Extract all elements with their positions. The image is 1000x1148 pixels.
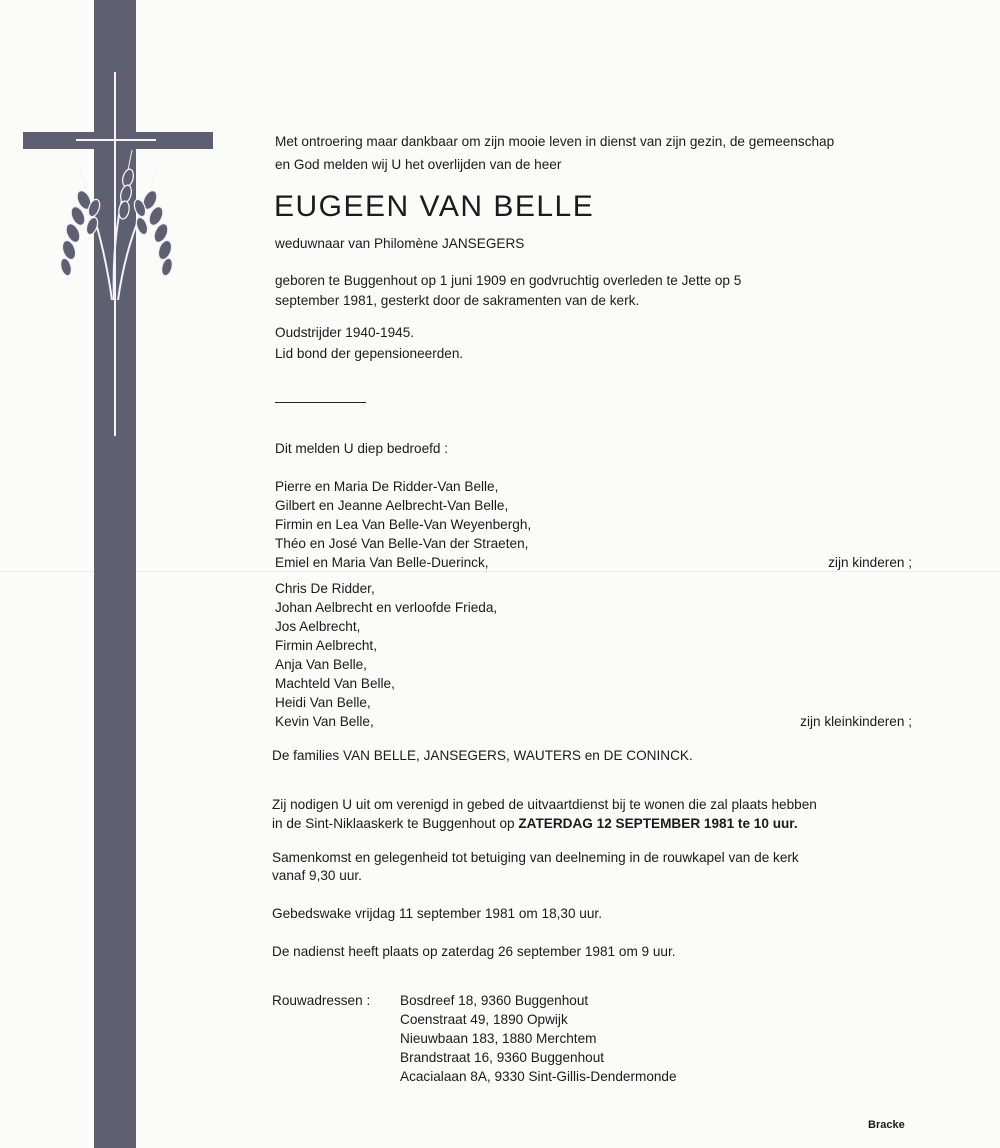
deceased-name: EUGEEN VAN BELLE xyxy=(274,190,595,223)
address-item: Nieuwbaan 183, 1880 Merchtem xyxy=(400,1031,597,1046)
gathering-line-1: Samenkomst en gelegenheid tot betuiging van deelneming in de rouwkapel van de kerk xyxy=(272,850,799,865)
addresses-label: Rouwadressen : xyxy=(272,993,371,1008)
address-item: Acacialaan 8A, 9330 Sint-Gillis-Dendermonde xyxy=(400,1069,677,1084)
children-label: zijn kinderen ; xyxy=(828,555,912,570)
invitation-line-1: Zij nodigen U uit om verenigd in gebed de uitvaartdienst bij te wonen die zal plaats hebben xyxy=(272,797,817,812)
child-item: Firmin en Lea Van Belle-Van Weyenbergh, xyxy=(275,517,532,532)
grandchild-item: Johan Aelbrecht en verloofde Frieda, xyxy=(275,600,498,615)
grandchild-item: Anja Van Belle, xyxy=(275,657,367,672)
invitation-line-2: in de Sint-Niklaaskerk te Buggenhout op ZATERDAG 12 SEPTEMBER 1981 te 10 uur. xyxy=(272,816,798,831)
widower-line: weduwnaar van Philomène JANSEGERS xyxy=(275,236,525,251)
grandchild-item: Heidi Van Belle, xyxy=(275,695,371,710)
birth-death-line-1: geboren te Buggenhout op 1 juni 1909 en godvruchtig overleden te Jette op 5 xyxy=(275,273,742,288)
funeral-date: ZATERDAG 12 SEPTEMBER 1981 te 10 uur. xyxy=(518,816,798,831)
intro-line-2: en God melden wij U het overlijden van de heer xyxy=(275,157,562,172)
after-service-line: De nadienst heeft plaats op zaterdag 26 september 1981 om 9 uur. xyxy=(272,944,676,959)
address-item: Coenstraat 49, 1890 Opwijk xyxy=(400,1012,568,1027)
title-pensioners: Lid bond der gepensioneerden. xyxy=(275,346,464,361)
grandchildren-label: zijn kleinkinderen ; xyxy=(800,714,912,729)
child-item: Théo en José Van Belle-Van der Straeten, xyxy=(275,536,529,551)
child-item: Pierre en Maria De Ridder-Van Belle, xyxy=(275,479,499,494)
printer-mark: Bracke xyxy=(868,1119,905,1131)
separator-rule xyxy=(275,402,366,403)
child-item: Gilbert en Jeanne Aelbrecht-Van Belle, xyxy=(275,498,509,513)
address-item: Bosdreef 18, 9360 Buggenhout xyxy=(400,993,589,1008)
grandchild-item: Chris De Ridder, xyxy=(275,581,375,596)
address-item: Brandstraat 16, 9360 Buggenhout xyxy=(400,1050,605,1065)
child-item: Emiel en Maria Van Belle-Duerinck, xyxy=(275,555,489,570)
gathering-line-2: vanaf 9,30 uur. xyxy=(272,868,362,883)
announce-intro: Dit melden U diep bedroefd : xyxy=(275,441,449,456)
title-veteran: Oudstrijder 1940-1945. xyxy=(275,325,415,340)
grandchild-item: Firmin Aelbrecht, xyxy=(275,638,377,653)
birth-death-line-2: september 1981, gesterkt door de sakramenten van de kerk. xyxy=(275,293,640,308)
wake-line: Gebedswake vrijdag 11 september 1981 om 18,30 uur. xyxy=(272,906,602,921)
grandchild-item: Kevin Van Belle, xyxy=(275,714,374,729)
intro-line-1: Met ontroering maar dankbaar om zijn mooie leven in dienst van zijn gezin, de gemeenschap xyxy=(275,134,835,149)
families-line: De families VAN BELLE, JANSEGERS, WAUTERS en DE CONINCK. xyxy=(272,748,693,763)
grandchild-item: Machteld Van Belle, xyxy=(275,676,395,691)
grandchild-item: Jos Aelbrecht, xyxy=(275,619,361,634)
